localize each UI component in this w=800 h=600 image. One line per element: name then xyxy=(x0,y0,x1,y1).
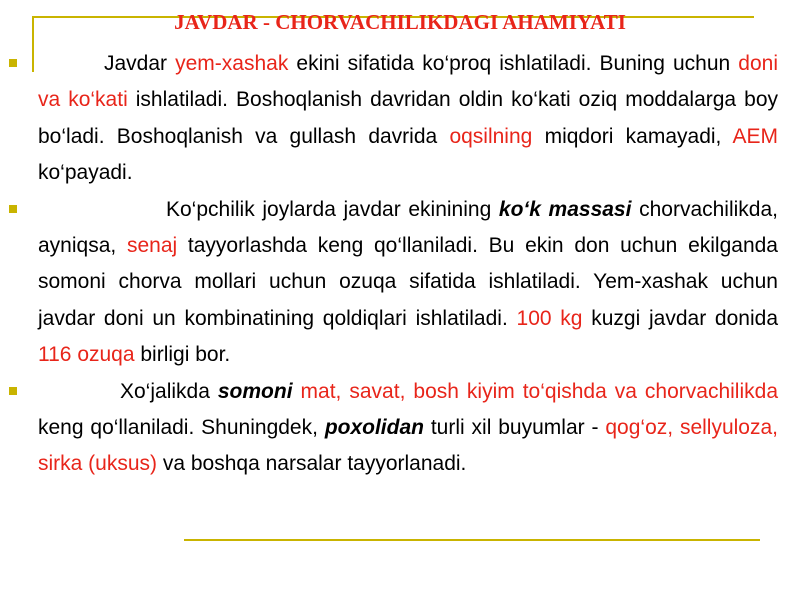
paragraph-3 xyxy=(0,374,800,483)
paragraph-text: Ko‘pchilik joylarda javdar ekinining xyxy=(166,197,499,221)
paragraph-text xyxy=(293,380,301,403)
paragraph-text: ko‘payadi. xyxy=(38,161,133,185)
highlight-text: mat, savat, bosh kiyim to‘qishda va chorvachilikda xyxy=(300,379,778,403)
paragraph-text: turli xil buyumlar - xyxy=(423,416,606,440)
paragraph-text: Javdar xyxy=(104,52,176,75)
paragraph-text: miqdori kamayadi, xyxy=(532,124,733,148)
highlight-text: doni va ko‘kati xyxy=(38,52,778,112)
paragraph-text: keng qo‘llaniladi. Shuningdek, xyxy=(38,416,325,440)
paragraph-text: ishlatiladi. Boshoqlanish davridan oldin ko‘kati oziq moddalarga boy bo‘ladi. Boshoqlanish va gullash davrida xyxy=(38,88,778,148)
bullet-square-icon xyxy=(9,387,17,395)
emphasis-text: ko‘k massasi xyxy=(498,197,632,221)
slide-title: JAVDAR - CHORVACHILIKDAGI AHAMIYATI xyxy=(174,10,626,34)
highlight-text: yem-xashak xyxy=(175,52,289,75)
paragraph-text: kuzgi javdar donida xyxy=(582,306,778,330)
highlight-text: 100 kg xyxy=(516,306,583,330)
paragraph-text: ekini sifatida ko‘proq ishlatiladi. Buning uchun xyxy=(288,52,739,75)
footer-rule xyxy=(184,539,760,541)
highlight-text: AEM xyxy=(732,124,778,148)
paragraph-2 xyxy=(0,192,800,374)
emphasis-text: somoni xyxy=(217,379,293,403)
paragraph-text: birligi bor. xyxy=(134,343,231,367)
slide-content xyxy=(0,46,800,483)
emphasis-text: poxolidan xyxy=(324,416,424,440)
paragraph-text: tayyorlashda keng qo‘llaniladi. Bu ekin don uchun ekilganda somoni chorva mollari uchun ozuqa sifatida ishlatiladi. Yem-xashak uchun javdar doni un kombinatining qoldiqlari ishlatiladi. xyxy=(38,234,778,330)
paragraph-1 xyxy=(0,46,800,192)
paragraph-text: chorvachilikda, ayniqsa, xyxy=(38,197,778,258)
paragraph-text: Xo‘jalikda xyxy=(120,379,218,403)
bullet-square-icon xyxy=(9,59,17,67)
highlight-text: oqsilning xyxy=(449,124,533,148)
highlight-text: 116 ozuqa xyxy=(38,343,135,367)
highlight-text: qog‘oz, sellyuloza, sirka (uksus) xyxy=(38,416,778,476)
bullet-square-icon xyxy=(9,205,17,213)
highlight-text: senaj xyxy=(126,234,178,258)
paragraph-text: va boshqa narsalar tayyorlanadi. xyxy=(157,452,467,476)
